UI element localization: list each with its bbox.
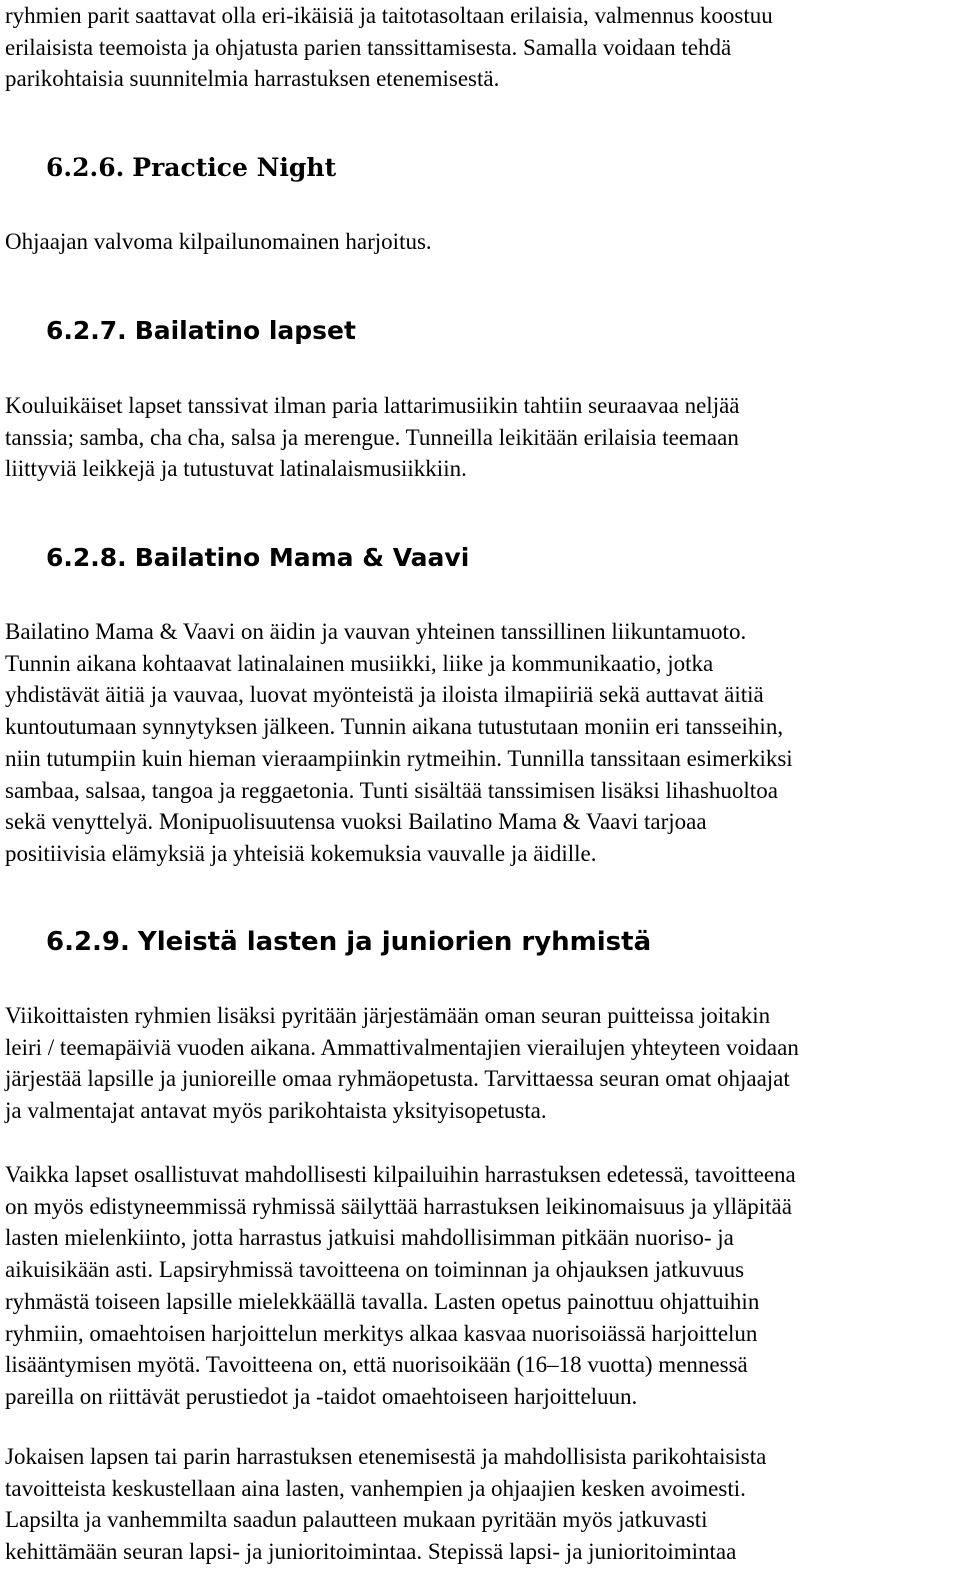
text-line: on myös edistyneemmissä ryhmissä säilyttää harrastuksen leikinomaisuus ja ylläpitää [5,1193,792,1219]
text-line: positiivisia elämyksiä ja yhteisiä kokemuksia vauvalle ja äidille. [5,840,597,866]
text-line: aikuisikään asti. Lapsiryhmissä tavoitteena on toiminnan ja ohjauksen jatkuvuus [5,1257,745,1283]
text-line: Kouluikäiset lapset tanssivat ilman paria lattarimusiikin tahtiin seuraavaa neljää [5,393,740,418]
text-line: liittyviä leikkejä ja tutustuvat latinalaismusiikkiin. [5,456,467,482]
text-line: leiri / teemapäiviä vuoden aikana. Ammattivalmentajien vierailujen yhteyteen voidaan [5,1034,799,1060]
section-title: Yleistä lasten ja juniorien ryhmistä [137,927,652,957]
section-title: Practice Night [132,153,337,182]
section-number: 6.2.8. [46,543,127,572]
section-6-2-6-paragraph [5,226,432,258]
text-line: Jokaisen lapsen tai parin harrastuksen etenemisestä ja mahdollisista parikohtaisista [5,1444,767,1469]
text-line: tanssia; samba, cha cha, salsa ja merengue. Tunneilla leikitään erilaisia teemaan [5,424,739,450]
section-title: Bailatino Mama & Vaavi [134,543,470,572]
section-6-2-8-paragraph [5,616,793,870]
text-line: Tunnin aikana kohtaavat latinalainen musiikki, liike ja kommunikaatio, jotka [5,650,714,676]
section-number: 6.2.9. [46,927,130,957]
text-line: sekä venyttelyä. Monipuolisuutensa vuoksi Bailatino Mama & Vaavi tarjoaa [5,809,707,835]
text-line: parikohtaisia suunnitelmia harrastuksen etenemisestä. [5,66,500,92]
text-line: lisääntymisen myötä. Tavoitteena on, että nuorisoikään (16–18 vuotta) mennessä [5,1352,748,1378]
section-number: 6.2.7. [46,316,127,345]
text-line: Viikoittaisten ryhmien lisäksi pyritään järjestämään oman seuran puitteissa joitakin [5,1003,771,1028]
section-6-2-7-paragraph [5,390,740,485]
intro-paragraph [5,0,773,95]
text-line: erilaisista teemoista ja ohjatusta parien tanssittamisesta. Samalla voidaan tehdä [5,34,732,60]
text-line: lasten mielenkiinto, jotta harrastus jatkuisi mahdollisimman pitkään nuoriso- ja [5,1225,734,1251]
text-line: niin tutumpiin kuin hieman vieraampiinkin rytmeihin. Tunnilla tanssitaan esimerkiksi [5,745,793,771]
section-heading-6-2-8 [46,543,469,572]
section-6-2-9-paragraph-1 [5,1000,799,1127]
section-6-2-9-paragraph-2 [5,1159,796,1413]
text-line: Lapsilta ja vanhemmilta saadun palautteen mukaan pyritään myös jatkuvasti [5,1507,708,1533]
text-line: kehittämään seuran lapsi- ja junioritoimintaa. Stepissä lapsi- ja junioritoimintaa [5,1539,737,1565]
section-heading-6-2-6 [46,153,336,182]
text-line: sambaa, salsaa, tangoa ja reggaetonia. Tunti sisältää tanssimisen lisäksi lihashuoltoa [5,777,778,803]
text-line: järjestää lapsille ja junioreille omaa ryhmäopetusta. Tarvittaessa seuran omat ohjaajat [5,1066,790,1092]
text-line: ryhmien parit saattavat olla eri-ikäisiä ja taitotasoltaan erilaisia, valmennus koostuu [5,3,773,28]
text-line: Ohjaajan valvoma kilpailunomainen harjoitus. [5,229,432,254]
text-line: Vaikka lapset osallistuvat mahdollisesti kilpailuihin harrastuksen edetessä, tavoitteena [5,1162,796,1187]
text-line: ja valmentajat antavat myös parikohtaista yksityisopetusta. [5,1098,547,1124]
section-number: 6.2.6. [46,153,125,182]
text-line: kuntoutumaan synnytyksen jälkeen. Tunnin aikana tutustutaan moniin eri tansseihin, [5,714,784,740]
text-line: tavoitteista keskustellaan aina lasten, vanhempien ja ohjaajien kesken avoimesti. [5,1475,746,1501]
section-heading-6-2-7 [46,316,356,345]
section-6-2-9-paragraph-3 [5,1441,766,1568]
text-line: ryhmästä toiseen lapsille mielekkäällä tavalla. Lasten opetus painottuu ohjattuihin [5,1288,760,1314]
section-title: Bailatino lapset [134,316,356,345]
text-line: Bailatino Mama & Vaavi on äidin ja vauvan yhteinen tanssillinen liikuntamuoto. [5,619,747,644]
text-line: ryhmiin, omaehtoisen harjoittelun merkitys alkaa kasvaa nuorisoiässä harjoittelun [5,1320,758,1346]
section-heading-6-2-9 [46,927,651,957]
text-line: pareilla on riittävät perustiedot ja -taidot omaehtoiseen harjoitteluun. [5,1383,638,1409]
text-line: yhdistävät äitiä ja vauvaa, luovat myönteistä ja iloista ilmapiiriä sekä auttavat äitiä [5,682,764,708]
